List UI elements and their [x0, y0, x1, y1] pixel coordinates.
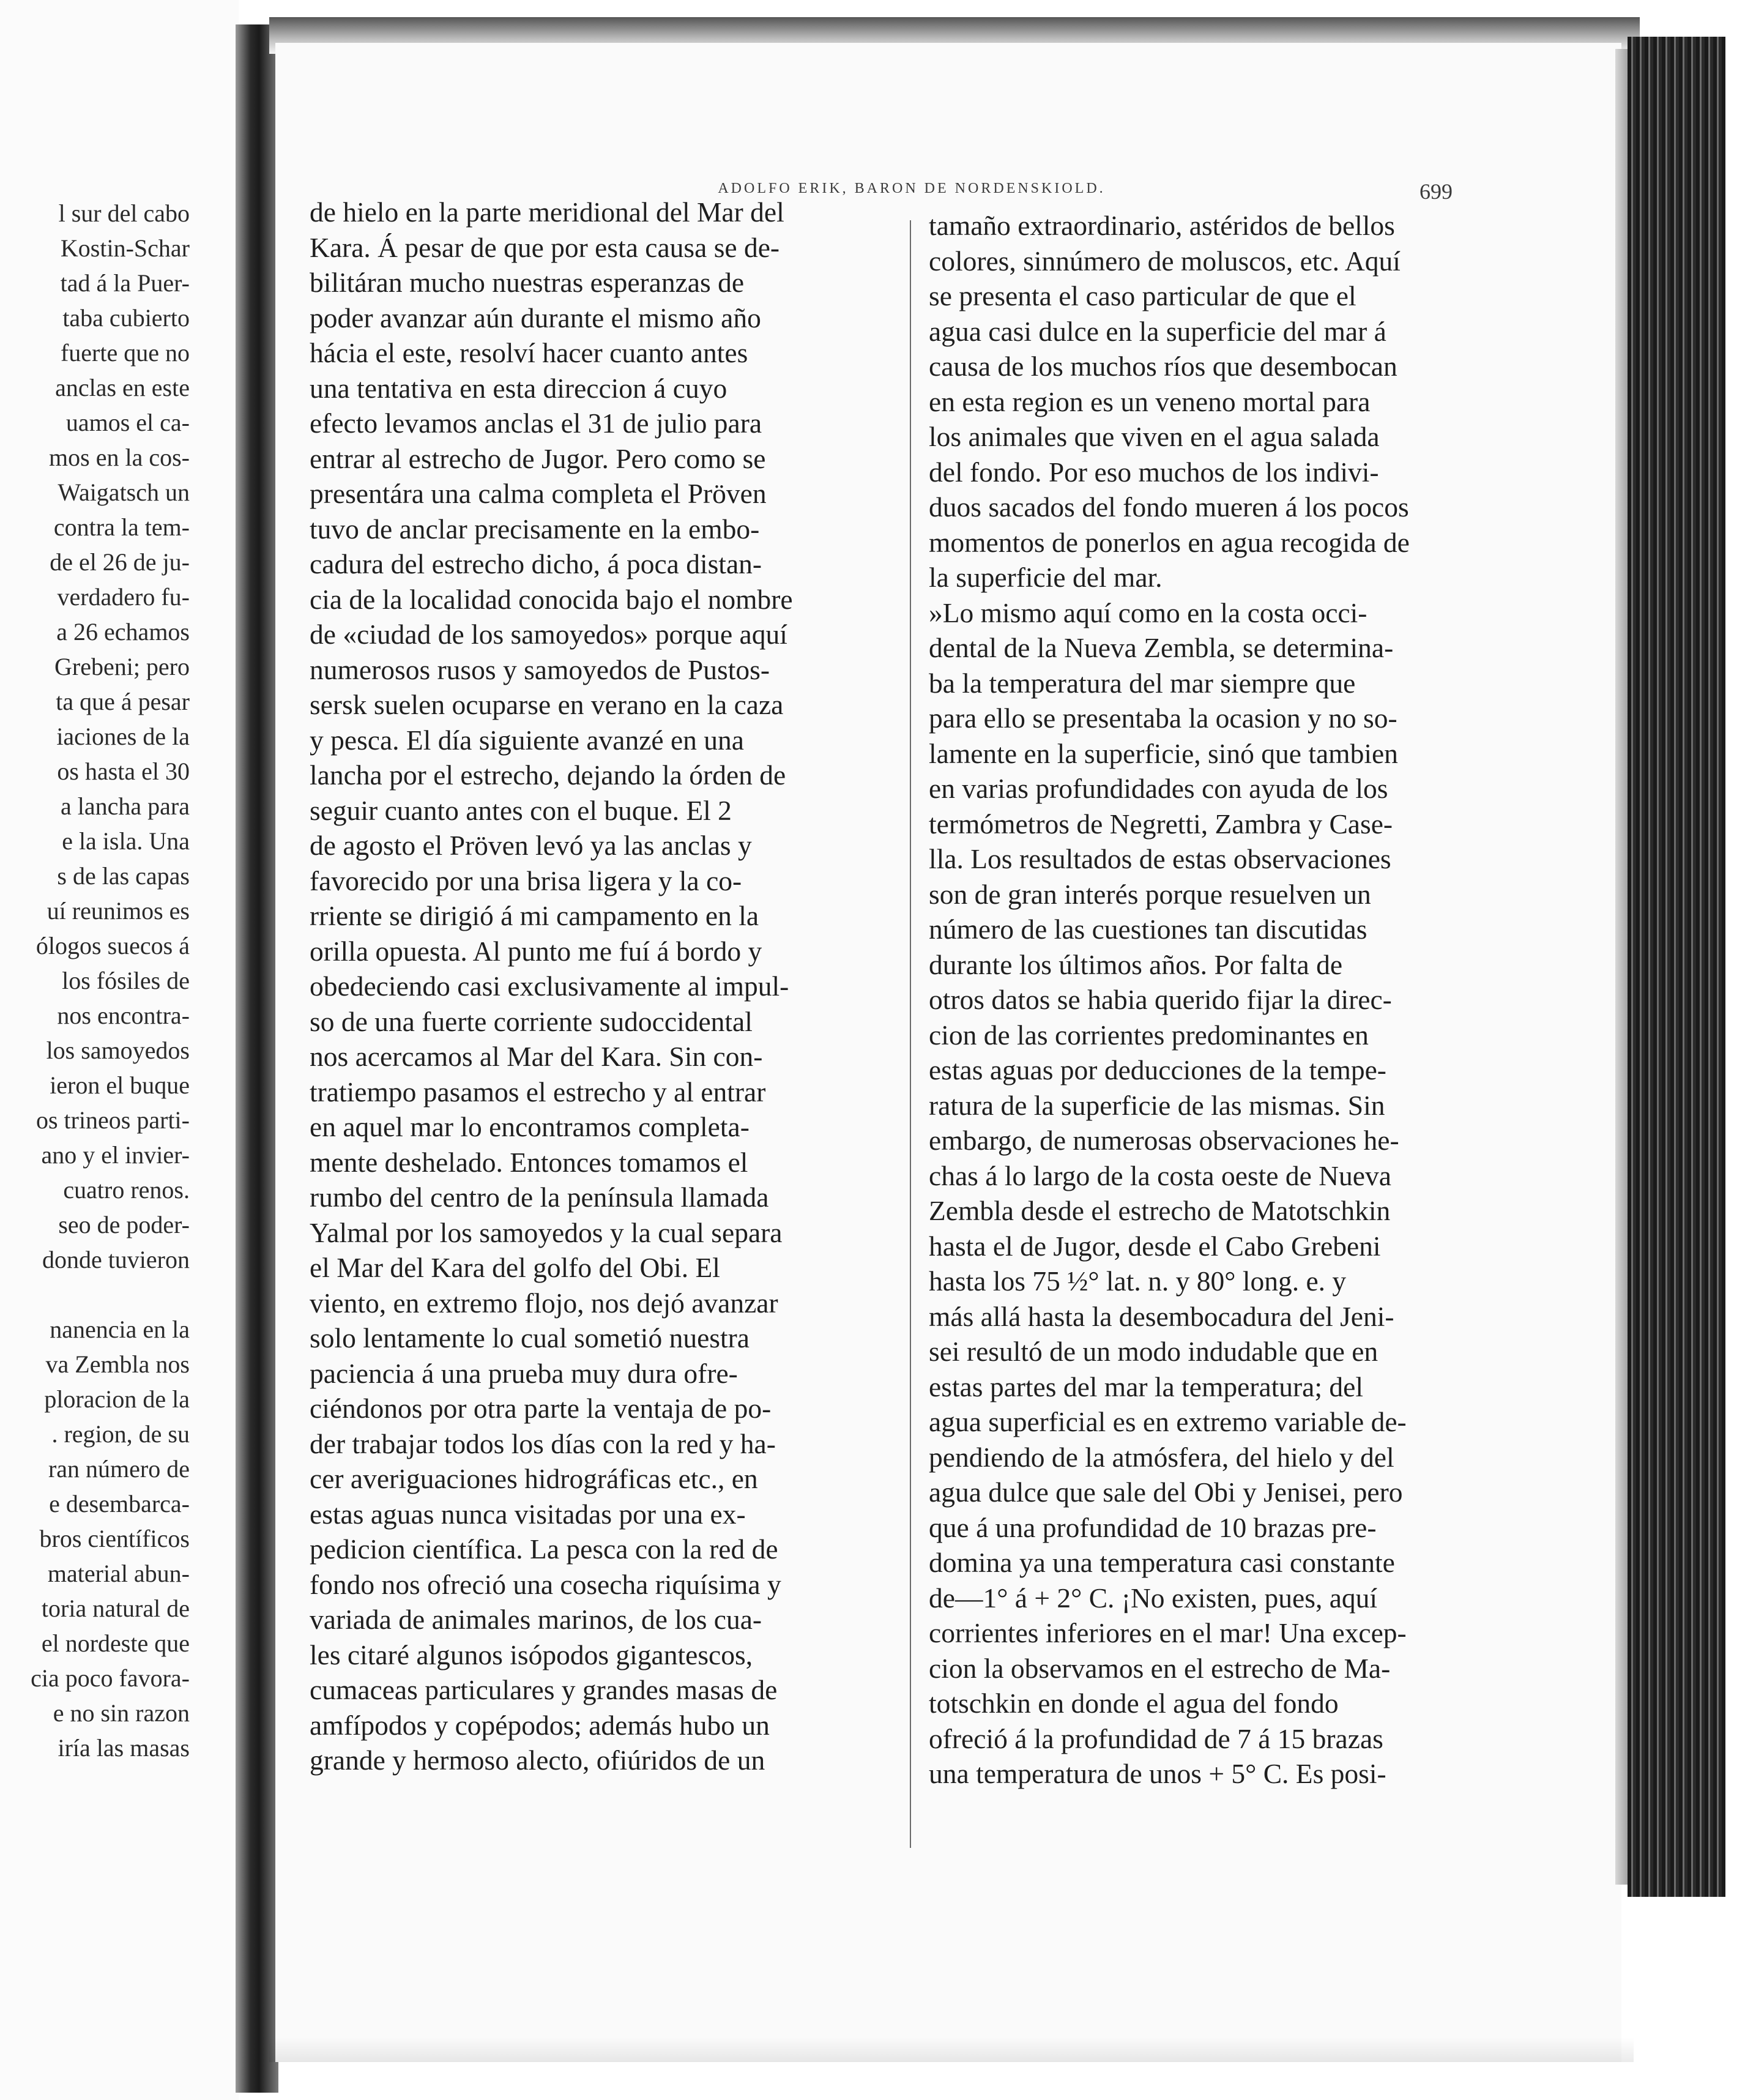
- column-line: para ello se presentaba la ocasion y no so-: [929, 702, 1397, 734]
- column-line: der trabajar todos los días con la red y ha-: [310, 1428, 776, 1459]
- column-line: colores, sinnúmero de moluscos, etc. Aquí: [929, 245, 1401, 277]
- text-column-right: [929, 208, 1473, 1792]
- column-line: hasta los 75 ½° lat. n. y 80° long. e. y: [929, 1265, 1347, 1297]
- left-page-line: e desembarca-: [49, 1490, 190, 1517]
- column-line: fondo nos ofreció una cosecha riquísima y: [310, 1568, 781, 1600]
- column-line: seguir cuanto antes con el buque. El 2: [310, 794, 732, 826]
- column-line: so de una fuerte corriente sudoccidental: [310, 1005, 753, 1037]
- left-page-line: contra la tem-: [53, 513, 190, 541]
- left-page-line: ano y el invier-: [41, 1141, 190, 1169]
- left-page-line: s de las capas: [57, 862, 190, 890]
- column-line: totschkin en donde el agua del fondo: [929, 1688, 1339, 1719]
- left-page-line: material abun-: [47, 1560, 190, 1587]
- left-page-line: anclas en este: [55, 374, 190, 401]
- column-line: obedeciendo casi exclusivamente al impul-: [310, 970, 789, 1002]
- left-page-line: fuerte que no: [60, 339, 190, 367]
- column-line: »Lo mismo aquí como en la costa occi-: [929, 597, 1367, 628]
- column-line: sersk suelen ocuparse en verano en la caza: [310, 689, 784, 720]
- column-line: lancha por el estrecho, dejando la órden de: [310, 759, 786, 791]
- column-line: momentos de ponerlos en agua recogida de: [929, 526, 1410, 558]
- left-page-line: mos en la cos-: [49, 444, 190, 471]
- column-line: viento, en extremo flojo, nos dejó avanzar: [310, 1287, 778, 1319]
- column-line: ofreció á la profundidad de 7 á 15 brazas: [929, 1722, 1383, 1754]
- column-line: bilitáran mucho nuestras esperanzas de: [310, 267, 745, 298]
- left-page-fragment: [0, 0, 239, 2100]
- column-line: ratura de la superficie de las mismas. Sin: [929, 1089, 1385, 1121]
- left-page-line: ran número de: [48, 1455, 190, 1483]
- book-gutter: [236, 24, 278, 2093]
- column-line: y pesca. El día siguiente avanzé en una: [310, 724, 745, 756]
- column-line: número de las cuestiones tan discutidas: [929, 914, 1367, 945]
- column-line: cer averiguaciones hidrográficas etc., en: [310, 1463, 758, 1494]
- column-line: en esta region es un veneno mortal para: [929, 385, 1371, 417]
- left-page-line: de el 26 de ju-: [50, 548, 190, 576]
- left-page-line: donde tuvieron: [42, 1246, 190, 1273]
- left-page-line: bros científicos: [39, 1525, 190, 1552]
- column-line: duos sacados del fondo mueren á los pocos: [929, 491, 1409, 523]
- column-line: Yalmal por los samoyedos y la cual separa: [310, 1216, 783, 1248]
- column-line: una temperatura de unos + 5° C. Es posi-: [929, 1758, 1386, 1789]
- left-page-line: uí reunimos es: [47, 897, 190, 925]
- left-page-line: nos encontra-: [57, 1002, 190, 1029]
- column-line: solo lentamente lo cual sometió nuestra: [310, 1322, 750, 1353]
- column-line: ciéndonos por otra parte la ventaja de po-: [310, 1393, 772, 1424]
- column-line: tratiempo pasamos el estrecho y al entrar: [310, 1076, 766, 1108]
- left-page-line: toria natural de: [41, 1595, 190, 1622]
- left-page-line: nanencia en la: [50, 1316, 190, 1343]
- left-page-line: os hasta el 30: [57, 758, 190, 785]
- left-page-line: ta que á pesar: [56, 688, 190, 715]
- column-line: durante los últimos años. Por falta de: [929, 948, 1343, 980]
- page-number: 699: [1419, 179, 1453, 204]
- column-line: tamaño extraordinario, astéridos de bellos: [929, 210, 1395, 241]
- left-page-line: iría las masas: [58, 1734, 190, 1762]
- left-page-line: cuatro renos.: [63, 1176, 190, 1204]
- left-page-line: os trineos parti-: [35, 1106, 190, 1134]
- column-line: lla. Los resultados de estas observaciones: [929, 843, 1391, 874]
- column-line: cadura del estrecho dicho, á poca distan-: [310, 548, 762, 579]
- column-line: cion de las corrientes predominantes en: [929, 1019, 1369, 1051]
- column-line: estas aguas nunca visitadas por una ex-: [310, 1498, 746, 1530]
- column-line: numerosos rusos y samoyedos de Pustos-: [310, 653, 770, 685]
- column-line: de hielo en la parte meridional del Mar del: [310, 196, 784, 228]
- column-line: la superficie del mar.: [929, 562, 1163, 593]
- column-line: lamente en la superficie, sinó que tambien: [929, 737, 1398, 769]
- column-line: de—1° á + 2° C. ¡No existen, pues, aquí: [929, 1582, 1378, 1614]
- column-line: rumbo del centro de la península llamada: [310, 1182, 769, 1213]
- column-line: agua superficial es en extremo variable de-: [929, 1406, 1407, 1437]
- left-page-line: a 26 echamos: [56, 618, 190, 646]
- column-line: efecto levamos anclas el 31 de julio para: [310, 408, 762, 439]
- column-line: orilla opuesta. Al punto me fuí á bordo y: [310, 935, 762, 967]
- column-line: cion la observamos en el estrecho de Ma-: [929, 1652, 1391, 1684]
- left-page-line: iaciones de la: [56, 723, 190, 750]
- left-page-line: ólogos suecos á: [35, 932, 190, 959]
- column-line: grande y hermoso alecto, ofiúridos de un: [310, 1744, 765, 1776]
- page-bottom-shadow: [269, 2038, 1634, 2062]
- column-line: nos acercamos al Mar del Kara. Sin con-: [310, 1041, 763, 1072]
- column-line: presentára una calma completa el Pröven: [310, 478, 767, 509]
- column-line: estas partes del mar la temperatura; del: [929, 1371, 1363, 1402]
- left-page-line: uamos el ca-: [65, 409, 190, 436]
- column-line: Zembla desde el estrecho de Matotschkin: [929, 1195, 1391, 1226]
- column-line: Kara. Á pesar de que por esta causa se de-: [310, 231, 780, 263]
- running-head: ADOLFO ERIK, BARON DE NORDENSKIOLD.: [718, 181, 1106, 196]
- column-line: embargo, de numerosas observaciones he-: [929, 1125, 1399, 1156]
- column-line: ba la temperatura del mar siempre que: [929, 667, 1356, 699]
- book-block-edge: [1628, 37, 1725, 1897]
- left-page-line: ieron el buque: [50, 1071, 190, 1099]
- column-line: cia de la localidad conocida bajo el nombre: [310, 583, 793, 615]
- left-page-line: el nordeste que: [41, 1629, 190, 1657]
- left-page-line: los samoyedos: [46, 1037, 190, 1064]
- text-column-left: [310, 195, 860, 1778]
- left-page-line: taba cubierto: [62, 304, 190, 332]
- left-page-line: seo de poder-: [58, 1211, 190, 1238]
- left-page-line: l sur del cabo: [58, 199, 190, 227]
- column-line: una tentativa en esta direccion á cuyo: [310, 372, 727, 404]
- left-page-line: [0, 1277, 190, 1312]
- column-line: variada de animales marinos, de los cua-: [310, 1604, 762, 1635]
- left-page-line: verdadero fu-: [57, 583, 190, 611]
- column-line: agua dulce que sale del Obi y Jenisei, pero: [929, 1476, 1403, 1508]
- column-line: amfípodos y copépodos; además hubo un: [310, 1709, 770, 1741]
- left-page-line: Kostin-Schar: [60, 234, 190, 262]
- column-line: otros datos se habia querido fijar la direc-: [929, 984, 1392, 1015]
- column-divider: [910, 220, 911, 1848]
- column-line: favorecido por una brisa ligera y la co-: [310, 865, 742, 896]
- column-line: poder avanzar aún durante el mismo año: [310, 302, 761, 333]
- column-line: de «ciudad de los samoyedos» porque aquí: [310, 619, 787, 650]
- left-page-line: va Zembla nos: [45, 1350, 190, 1378]
- left-page-line: Waigatsch un: [58, 478, 190, 506]
- column-line: chas á lo largo de la costa oeste de Nueva: [929, 1160, 1391, 1191]
- left-page-line: cia poco favora-: [31, 1664, 190, 1692]
- column-line: que á una profundidad de 10 brazas pre-: [929, 1511, 1377, 1543]
- column-line: más allá hasta la desembocadura del Jeni-: [929, 1300, 1394, 1332]
- column-line: entrar al estrecho de Jugor. Pero como se: [310, 442, 766, 474]
- left-page-line: e no sin razon: [53, 1699, 190, 1727]
- left-page-line: tad á la Puer-: [60, 269, 190, 297]
- column-line: en varias profundidades con ayuda de los: [929, 773, 1388, 804]
- column-line: tuvo de anclar precisamente en la embo-: [310, 513, 760, 545]
- column-line: pendiendo de la atmósfera, del hielo y del: [929, 1441, 1394, 1473]
- left-page-line: e la isla. Una: [62, 827, 190, 855]
- column-line: mente deshelado. Entonces tomamos el: [310, 1146, 748, 1178]
- column-line: corrientes inferiores en el mar! Una excep-: [929, 1617, 1407, 1648]
- left-page-text: [0, 196, 190, 1765]
- left-page-line: . region, de su: [51, 1420, 190, 1448]
- column-line: se presenta el caso particular de que el: [929, 280, 1356, 311]
- left-page-line: ploracion de la: [44, 1385, 190, 1413]
- column-line: rriente se dirigió á mi campamento en la: [310, 900, 759, 931]
- column-line: del fondo. Por eso muchos de los indivi-: [929, 456, 1379, 488]
- left-page-line: Grebeni; pero: [54, 653, 190, 680]
- column-line: dental de la Nueva Zembla, se determina-: [929, 632, 1394, 663]
- left-page-line: a lancha para: [61, 792, 190, 820]
- column-line: de agosto el Pröven levó ya las anclas y: [310, 830, 752, 861]
- column-line: les citaré algunos isópodos gigantescos,: [310, 1639, 753, 1670]
- column-line: paciencia á una prueba muy dura ofre-: [310, 1357, 738, 1389]
- column-line: causa de los muchos ríos que desembocan: [929, 351, 1397, 382]
- column-line: agua casi dulce en la superficie del mar á: [929, 315, 1386, 347]
- left-page-line: los fósiles de: [62, 967, 190, 994]
- column-line: los animales que viven en el agua salada: [929, 421, 1380, 452]
- column-line: el Mar del Kara del golfo del Obi. El: [310, 1252, 720, 1283]
- column-line: sei resultó de un modo indudable que en: [929, 1336, 1379, 1367]
- column-line: domina ya una temperatura casi constante: [929, 1547, 1395, 1578]
- column-line: hácia el este, resolví hacer cuanto antes: [310, 337, 748, 368]
- column-line: en aquel mar lo encontramos completa-: [310, 1111, 750, 1142]
- column-line: son de gran interés porque resuelven un: [929, 878, 1371, 910]
- column-line: hasta el de Jugor, desde el Cabo Grebeni: [929, 1230, 1381, 1262]
- column-line: termómetros de Negretti, Zambra y Case-: [929, 808, 1393, 840]
- column-line: estas aguas por deducciones de la tempe-: [929, 1054, 1386, 1085]
- column-line: cumaceas particulares y grandes masas de: [310, 1674, 778, 1705]
- column-line: pedicion científica. La pesca con la red de: [310, 1533, 778, 1565]
